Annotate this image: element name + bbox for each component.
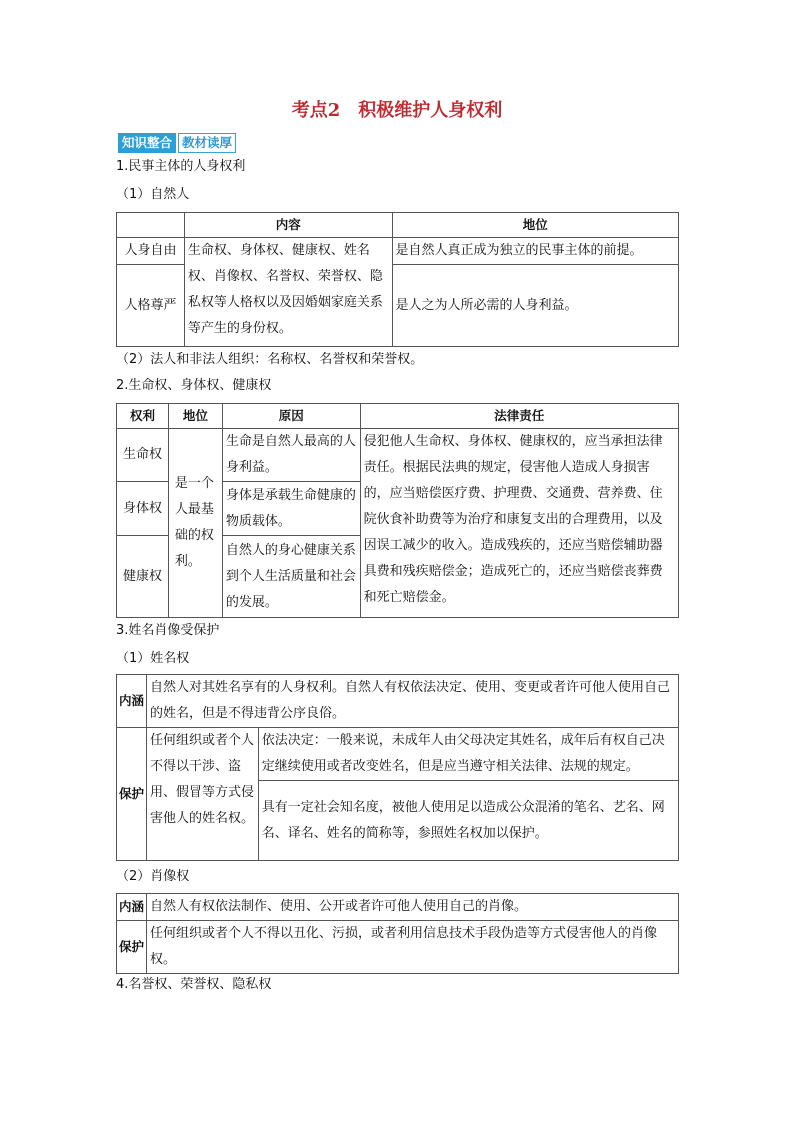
table2-right-health: 健康权 (117, 536, 169, 618)
section1-heading: 1.民事主体的人身权利 (116, 159, 246, 174)
name-meaning-text: 自然人对其姓名享有的人身权利。自然人有权依法决定、使用、变更或者许可他人使用自己的姓名，但是不得违背公序良俗。 (146, 675, 678, 728)
name-protect-label: 保护 (117, 728, 147, 861)
portrait-protect-text: 任何组织或者个人不得以丑化、污损，或者利用信息技术手段伪造等方式侵害他人的肖像权。 (146, 921, 678, 974)
table1-content-cell: 生命权、身体权、健康权、姓名权、肖像权、名誉权、荣誉权、隐私权等人格权以及因婚姻家庭关系等产生的身份权。 (184, 238, 392, 347)
table2-right-life: 生命权 (117, 429, 169, 482)
section-tags (118, 133, 236, 153)
portrait-protect-label: 保护 (117, 921, 147, 974)
table1-row-dignity-label: 人格尊严 (117, 265, 185, 347)
name-protect-pseudonym: 具有一定社会知名度，被他人使用足以造成公众混淆的笔名、艺名、网名、译名、姓名的简称等，参照姓名权加以保护。 (258, 781, 678, 861)
table2-reason-body: 身体是承载生命健康的物质载体。 (222, 482, 360, 536)
section3-sub2: （2）肖像权 (116, 869, 190, 884)
life-body-health-table (116, 403, 679, 618)
section2-heading: 2.生命权、身体权、健康权 (116, 378, 272, 393)
portrait-meaning-label: 内涵 (117, 894, 147, 921)
table2-reason-life: 生命是自然人最高的人身利益。 (222, 429, 360, 482)
tag-knowledge: 知识整合 (118, 133, 176, 153)
section4-heading: 4.名誉权、荣誉权、隐私权 (116, 977, 272, 992)
name-protect-determine: 依法决定：一般来说，未成年人由父母决定其姓名，成年后有权自己决定继续使用或者改变姓名，但是应当遵守相关法律、法规的规定。 (258, 728, 678, 781)
table2-status-cell: 是一个人最基础的权利。 (168, 429, 222, 618)
portrait-meaning-text: 自然人有权依法制作、使用、公开或者许可他人使用自己的肖像。 (146, 894, 678, 921)
table1-row-dignity-status: 是人之为人所必需的人身利益。 (392, 265, 678, 347)
personal-rights-table (116, 212, 679, 347)
table2-header-reason: 原因 (222, 404, 360, 429)
table1-row-freedom-status: 是自然人真正成为独立的民事主体的前提。 (392, 238, 678, 265)
table2-right-body: 身体权 (117, 482, 169, 536)
name-protect-left: 任何组织或者个人不得以干涉、盗用、假冒等方式侵害他人的姓名权。 (146, 728, 258, 861)
tag-textbook: 教材读厚 (178, 133, 236, 153)
section1-sub2: （2）法人和非法人组织：名称权、名誉权和荣誉权。 (116, 352, 424, 367)
portrait-rights-table (116, 893, 679, 974)
table2-header-liability: 法律责任 (360, 404, 678, 429)
name-meaning-label: 内涵 (117, 675, 147, 728)
section3-heading: 3.姓名肖像受保护 (116, 623, 220, 638)
table2-header-right: 权利 (117, 404, 169, 429)
section3-sub1: （1）姓名权 (116, 651, 190, 666)
table1-header-status: 地位 (392, 213, 678, 238)
table2-liability-cell: 侵犯他人生命权、身体权、健康权的，应当承担法律责任。根据民法典的规定，侵害他人造成人身损害的，应当赔偿医疗费、护理费、交通费、营养费、住院伙食补助费等为治疗和康复支出的合理费用，以及因误工减少的收入。造成残疾的，还应当赔偿辅助器具费和残疾赔偿金；造成死亡的，还应当赔偿丧葬费和死亡赔偿金。 (360, 429, 678, 618)
section1-sub1: （1）自然人 (116, 187, 190, 202)
table1-row-freedom-label: 人身自由 (117, 238, 185, 265)
table1-header-blank (117, 213, 185, 238)
table1-header-content: 内容 (184, 213, 392, 238)
table2-header-status: 地位 (168, 404, 222, 429)
name-rights-table (116, 674, 679, 861)
page-title: 考点2 积极维护人身权利 (291, 100, 503, 121)
table2-reason-health: 自然人的身心健康关系到个人生活质量和社会的发展。 (222, 536, 360, 618)
